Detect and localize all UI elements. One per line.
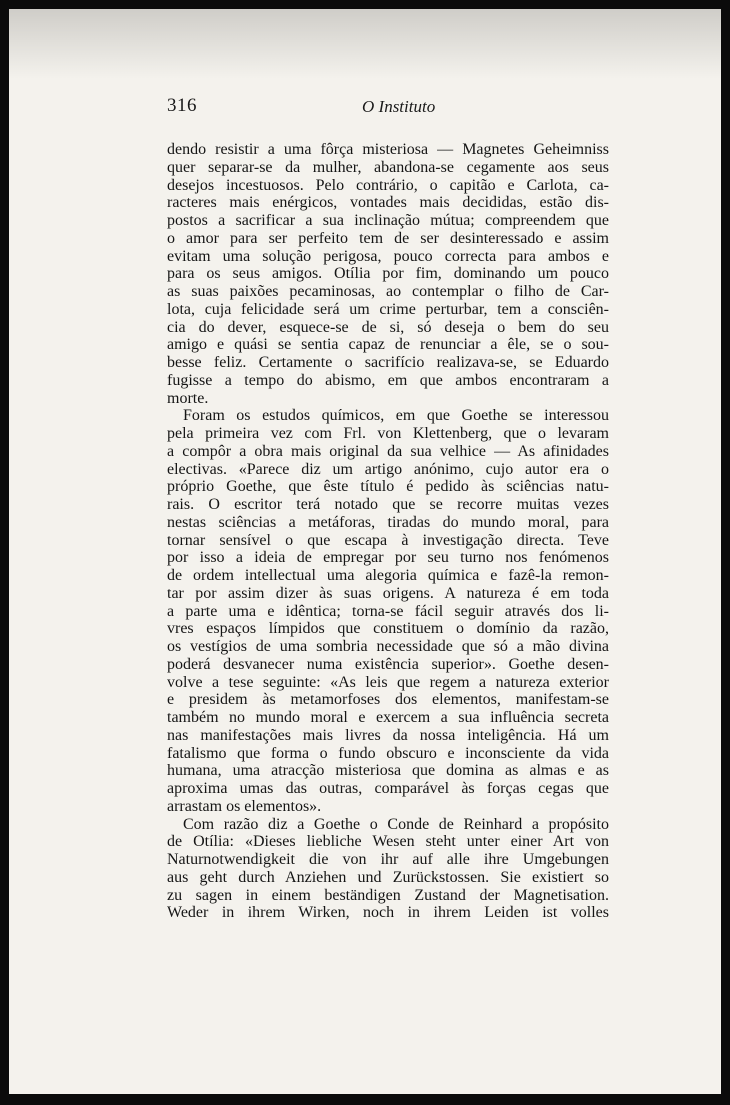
text-line: tornar sensível o que escapa à investigação directa. Teve: [167, 531, 609, 549]
text-line: morte.: [167, 389, 209, 407]
text-line: aproxima umas das outras, comparável às forças cegas que: [167, 780, 609, 797]
paragraph-first-line: dendo resistir a uma fôrça misteriosa — Magnetes Geheimniss: [167, 141, 609, 158]
paragraph-first-line: Foram os estudos químicos, em que Goethe se interessou: [183, 407, 609, 425]
text-line: Weder in ihrem Wirken, noch in ihrem Leiden ist volles: [167, 904, 609, 922]
text-line: electivas. «Parece diz um artigo anónimo, cujo autor era o: [167, 460, 609, 478]
text-line: os vestígios de uma sombria necessidade que só a mão divina: [167, 638, 609, 655]
text-line: tar por assim dizer às suas origens. A natureza é em toda: [167, 584, 609, 602]
page-number: 316: [167, 95, 197, 116]
text-line: postos a sacrificar a sua inclinação mútua; compreendem que: [167, 212, 609, 229]
text-line: próprio Goethe, que êste título é pedido às sciências natu-: [167, 478, 609, 496]
text-line: Naturnotwendigkeit die von ihr auf alle ihre Umgebungen: [167, 851, 609, 868]
text-line: a parte uma e idêntica; torna-se fácil seguir através dos li-: [167, 602, 609, 620]
text-line: nestas sciências a metáforas, tiradas do mundo moral, para: [167, 513, 609, 531]
text-line: poderá desvanecer numa existência superior». Goethe desen-: [167, 655, 609, 673]
text-line: arrastam os elementos».: [167, 797, 322, 815]
text-line: aus geht durch Anziehen und Zurückstossen. Sie existiert so: [167, 868, 609, 886]
text-line: também no mundo moral e exercem a sua influência secreta: [167, 709, 609, 726]
text-line: evitam uma solução perigosa, pouco correcta para ambos e: [167, 247, 609, 265]
text-line: as suas paixões pecaminosas, ao contemplar o filho de Car-: [167, 283, 609, 300]
text-line: pela primeira vez com Frl. von Klettenberg, que o levaram: [167, 425, 609, 442]
text-line: o amor para ser perfeito tem de ser desinteressado e assim: [167, 229, 609, 247]
text-line: nas manifestações mais livres da nossa inteligência. Há um: [167, 726, 609, 744]
text-line: besse feliz. Certamente o sacrifício realizava-se, se Eduardo: [167, 354, 609, 371]
text-line: amigo e quási se sentia capaz de renunciar a êle, se o sou-: [167, 336, 609, 354]
text-line: lota, cuja felicidade será um crime perturbar, tem a consciên-: [167, 300, 609, 318]
text-line: a compôr a obra mais original da sua velhice — As afinidades: [167, 442, 609, 460]
text-line: fatalismo que forma o fundo obscuro e inconsciente da vida: [167, 744, 609, 762]
running-title: O Instituto: [362, 97, 436, 116]
text-line: de Otília: «Dieses liebliche Wesen steht unter einer Art von: [167, 833, 609, 851]
text-line: quer separar-se da mulher, abandona-se cegamente aos seus: [167, 158, 609, 176]
text-line: humana, uma atracção misteriosa que domina as almas e as: [167, 762, 609, 780]
scan-shadow: [9, 9, 721, 79]
text-line: rais. O escritor terá notado que se recorre muitas vezes: [167, 496, 609, 513]
page-header: [9, 95, 721, 121]
paragraph-first-line: Com razão diz a Goethe o Conde de Reinhard a propósito: [183, 815, 609, 833]
text-line: zu sagen in einem beständigen Zustand der Magnetisation.: [167, 886, 609, 904]
text-line: fugisse a tempo do abismo, em que ambos encontraram a: [167, 371, 609, 389]
text-line: de ordem intellectual uma alegoria química e fazê-la remon-: [167, 567, 609, 584]
text-line: para os seus amigos. Otília por fim, dominando um pouco: [167, 265, 609, 283]
text-line: volve a tese seguinte: «As leis que regem a natureza exterior: [167, 673, 609, 691]
text-line: desejos incestuosos. Pelo contrário, o capitão e Carlota, ca-: [167, 176, 609, 194]
text-line: por isso a ideia de empregar por seu turno nos fenómenos: [167, 549, 609, 567]
text-line: e presidem às metamorfoses dos elementos, manifestam-se: [167, 691, 609, 709]
text-line: racteres mais enérgicos, vontades mais decididas, estão dis-: [167, 194, 609, 212]
text-line: vres espaços límpidos que constituem o domínio da razão,: [167, 620, 609, 638]
body-text: [167, 141, 609, 922]
text-line: cia do dever, esquece-se de si, só deseja o bem do seu: [167, 318, 609, 336]
